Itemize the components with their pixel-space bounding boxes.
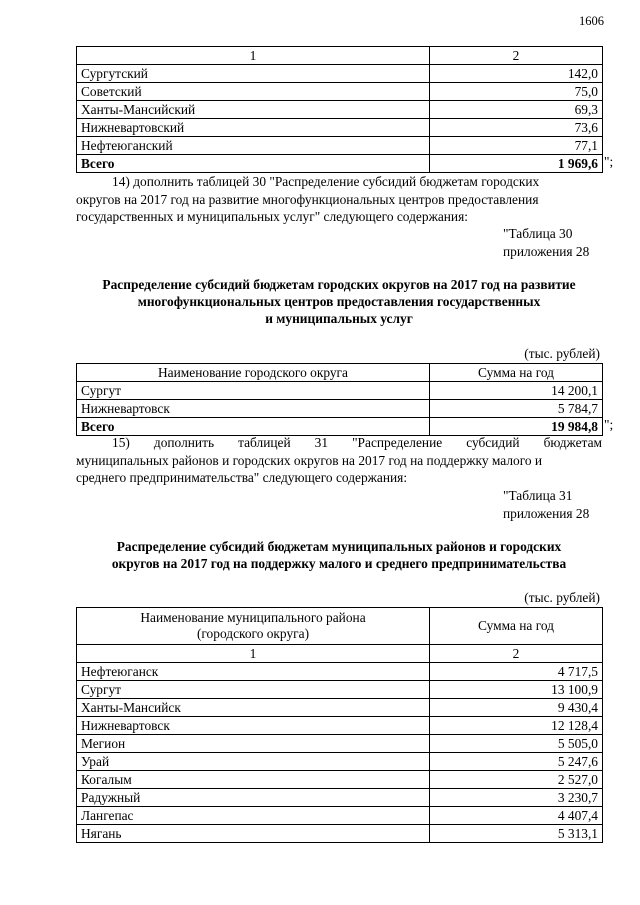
table-row (77, 753, 603, 771)
table-30 (76, 363, 603, 436)
district-name: Нефтеюганский (77, 137, 430, 155)
table-31-reference (503, 487, 589, 522)
table-row (77, 807, 603, 825)
district-name: Ханты-Мансийский (77, 101, 430, 119)
column-number: 2 (430, 47, 603, 65)
amount-cell: 77,1 (430, 137, 603, 155)
table-district-subsidies-continued (76, 46, 603, 173)
closing-quote: "; (604, 154, 614, 169)
table-30-reference (503, 225, 589, 260)
paragraph-15 (76, 434, 602, 487)
table-number-row (77, 645, 603, 663)
amount-cell: 142,0 (430, 65, 603, 83)
paragraph-line: среднего предпринимательства" следующего содержания: (76, 470, 408, 485)
paragraph-line: государственных и муниципальных услуг" следующего содержания: (76, 209, 468, 224)
district-name: Нижневартовск (77, 400, 430, 418)
district-name: Радужный (77, 789, 430, 807)
units-label: (тыс. рублей) (524, 346, 600, 361)
table-row (77, 400, 603, 418)
table-header-row (77, 364, 603, 382)
table-label: "Таблица 30 (503, 226, 573, 241)
paragraph-line: 14) дополнить таблицей 30 "Распределение субсидий бюджетам городских (112, 174, 540, 189)
district-name: Нижневартовск (77, 717, 430, 735)
district-name: Нижневартовский (77, 119, 430, 137)
column-number: 1 (77, 47, 430, 65)
table-row (77, 717, 603, 735)
closing-quote: "; (604, 417, 614, 432)
column-header-amount: Сумма на год (430, 608, 603, 645)
table-row (77, 101, 603, 119)
district-name: Сургут (77, 681, 430, 699)
heading-line: многофункциональных центров предоставления государственных (137, 294, 541, 309)
column-header: Сумма на год (430, 364, 603, 382)
table-row (77, 771, 603, 789)
district-name: Лангепас (77, 807, 430, 825)
table-row (77, 137, 603, 155)
total-amount: 19 984,8 (430, 418, 603, 436)
paragraph-14 (76, 173, 602, 226)
district-name: Ханты-Мансийск (77, 699, 430, 717)
table-31-heading (76, 538, 602, 572)
table-row (77, 119, 603, 137)
total-label: Всего (77, 418, 430, 436)
table-header-row (77, 47, 603, 65)
total-label: Всего (77, 155, 430, 173)
table-row (77, 681, 603, 699)
heading-line: округов на 2017 год на поддержку малого и среднего предпринимательства (111, 556, 567, 571)
amount-cell: 12 128,4 (430, 717, 603, 735)
district-name: Когалым (77, 771, 430, 789)
district-name: Сургутский (77, 65, 430, 83)
table-header-row (77, 608, 603, 645)
table-row (77, 699, 603, 717)
amount-cell: 75,0 (430, 83, 603, 101)
column-header: Наименование городского округа (77, 364, 430, 382)
paragraph-line: округов на 2017 год на развитие многофункциональных центров предоставления (76, 191, 539, 207)
table-row (77, 83, 603, 101)
amount-cell: 14 200,1 (430, 382, 603, 400)
amount-cell: 5 247,6 (430, 753, 603, 771)
amount-cell: 5 313,1 (430, 825, 603, 843)
table-row (77, 382, 603, 400)
paragraph-line: муниципальных районов и городских округов на 2017 год на поддержку малого и (76, 452, 543, 468)
table-total-row (77, 418, 603, 436)
table-total-row (77, 155, 603, 173)
amount-cell: 4 717,5 (430, 663, 603, 681)
paragraph-line: 15) дополнить таблицей 31 "Распределение субсидий бюджетам (112, 435, 602, 450)
heading-line: Распределение субсидий бюджетам городских округов на 2017 год на развитие (102, 277, 576, 292)
amount-cell: 5 784,7 (430, 400, 603, 418)
district-name: Мегион (77, 735, 430, 753)
amount-cell: 73,6 (430, 119, 603, 137)
table-31 (76, 607, 603, 843)
table-row (77, 825, 603, 843)
appendix-label: приложения 28 (503, 243, 590, 259)
amount-cell: 2 527,0 (430, 771, 603, 789)
district-name: Нефтеюганск (77, 663, 430, 681)
district-name: Сургут (77, 382, 430, 400)
amount-cell: 4 407,4 (430, 807, 603, 825)
amount-cell: 5 505,0 (430, 735, 603, 753)
table-row (77, 663, 603, 681)
amount-cell: 9 430,4 (430, 699, 603, 717)
column-number: 2 (430, 645, 603, 663)
amount-cell: 3 230,7 (430, 789, 603, 807)
table-row (77, 789, 603, 807)
heading-line: и муниципальных услуг (265, 311, 413, 326)
column-number: 1 (77, 645, 430, 663)
units-label: (тыс. рублей) (524, 590, 600, 605)
district-name: Советский (77, 83, 430, 101)
amount-cell: 13 100,9 (430, 681, 603, 699)
column-header-name: Наименование муниципального района (городского округа) (77, 608, 430, 645)
page-number: 1606 (579, 14, 604, 28)
district-name: Урай (77, 753, 430, 771)
amount-cell: 69,3 (430, 101, 603, 119)
appendix-label: приложения 28 (503, 505, 590, 521)
table-label: "Таблица 31 (503, 488, 573, 503)
district-name: Нягань (77, 825, 430, 843)
total-amount: 1 969,6 (430, 155, 603, 173)
table-row (77, 735, 603, 753)
heading-line: Распределение субсидий бюджетам муниципальных районов и городских (116, 539, 562, 554)
table-30-heading (76, 276, 602, 327)
table-row (77, 65, 603, 83)
